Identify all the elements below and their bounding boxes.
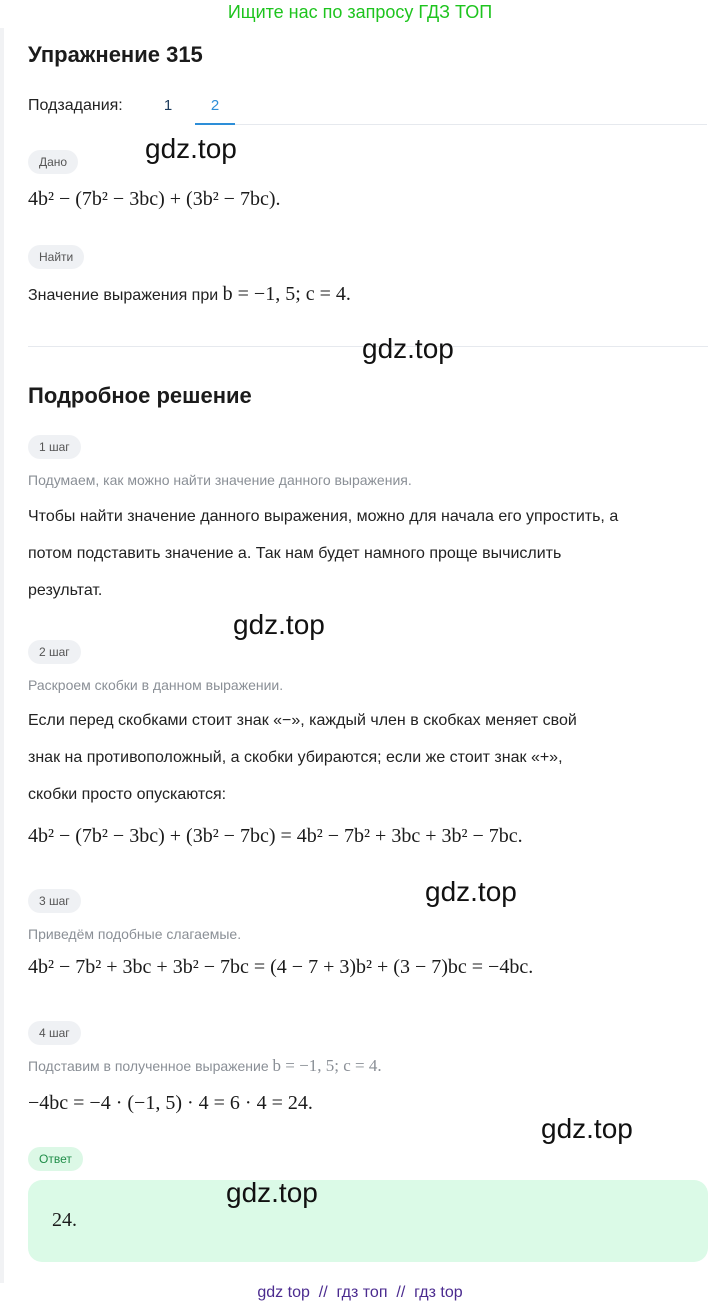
given-expression: 4b² − (7b² − 3bc) + (3b² − 7bc).: [28, 188, 281, 210]
watermark: gdz.top: [226, 1177, 318, 1208]
solution-title: Подробное решение: [28, 383, 252, 408]
tabs-divider: [235, 124, 707, 125]
answer-value: 24.: [52, 1209, 77, 1231]
answer-chip: Ответ: [28, 1147, 83, 1171]
page-title: Упражнение 315: [28, 42, 203, 67]
text-line: знак на противоположный, а скобки убираются; если же стоит знак «+»,: [28, 749, 563, 766]
step-3-chip: 3 шаг: [28, 889, 81, 913]
footer-links[interactable]: gdz top // гдз топ // гдз top: [257, 1284, 463, 1301]
left-border: [0, 28, 4, 1283]
step-3-formula: 4b² − 7b² + 3bc + 3b² − 7bc = (4 − 7 + 3)b² + (3 − 7)bc = −4bc.: [28, 956, 534, 978]
step-2-chip: 2 шаг: [28, 640, 81, 664]
find-values: b = −1, 5; c = 4.: [222, 283, 351, 305]
step-3-hint: Приведём подобные слагаемые.: [28, 926, 242, 942]
text-line: результат.: [28, 582, 103, 599]
step-2-hint: Раскроем скобки в данном выражении.: [28, 677, 284, 693]
answer-box: [28, 1180, 708, 1262]
tab-subtask-2[interactable]: 2: [210, 97, 220, 114]
watermark: gdz.top: [362, 333, 454, 364]
step-2-text: [28, 702, 718, 813]
step-1-hint: Подумаем, как можно найти значение данного выражения.: [28, 472, 412, 488]
step-4-hint: [28, 1056, 382, 1076]
text-line: Чтобы найти значение данного выражения, можно для начала его упростить, а: [28, 508, 619, 525]
find-chip: Найти: [28, 245, 84, 269]
step-4-formula: −4bc = −4 · (−1, 5) · 4 = 6 · 4 = 24.: [28, 1092, 313, 1114]
find-statement: [28, 283, 351, 306]
find-text: Значение выражения при: [28, 287, 219, 304]
subtasks-label: Подзадания:: [28, 97, 123, 114]
search-banner: Ищите нас по запросу ГДЗ ТОП: [227, 2, 493, 22]
step-1-chip: 1 шаг: [28, 435, 81, 459]
given-chip: Дано: [28, 150, 78, 174]
active-tab-indicator: [195, 123, 235, 125]
watermark: gdz.top: [425, 876, 517, 907]
watermark: gdz.top: [233, 609, 325, 640]
text-line: Если перед скобками стоит знак «−», каждый член в скобках меняет свой: [28, 712, 577, 729]
watermark: gdz.top: [145, 133, 237, 164]
step-4-chip: 4 шаг: [28, 1021, 81, 1045]
tab-subtask-1[interactable]: 1: [163, 97, 173, 114]
text-line: скобки просто опускаются:: [28, 786, 227, 803]
watermark: gdz.top: [541, 1113, 633, 1144]
text-line: потом подставить значение a. Так нам будет намного проще вычислить: [28, 545, 562, 562]
step-2-formula: 4b² − (7b² − 3bc) + (3b² − 7bc) = 4b² − 7b² + 3bc + 3b² − 7bc.: [28, 825, 523, 847]
step-4-hint-text: Подставим в полученное выражение: [28, 1058, 269, 1074]
step-1-text: [28, 498, 718, 609]
step-4-hint-values: b = −1, 5; c = 4.: [272, 1056, 382, 1075]
